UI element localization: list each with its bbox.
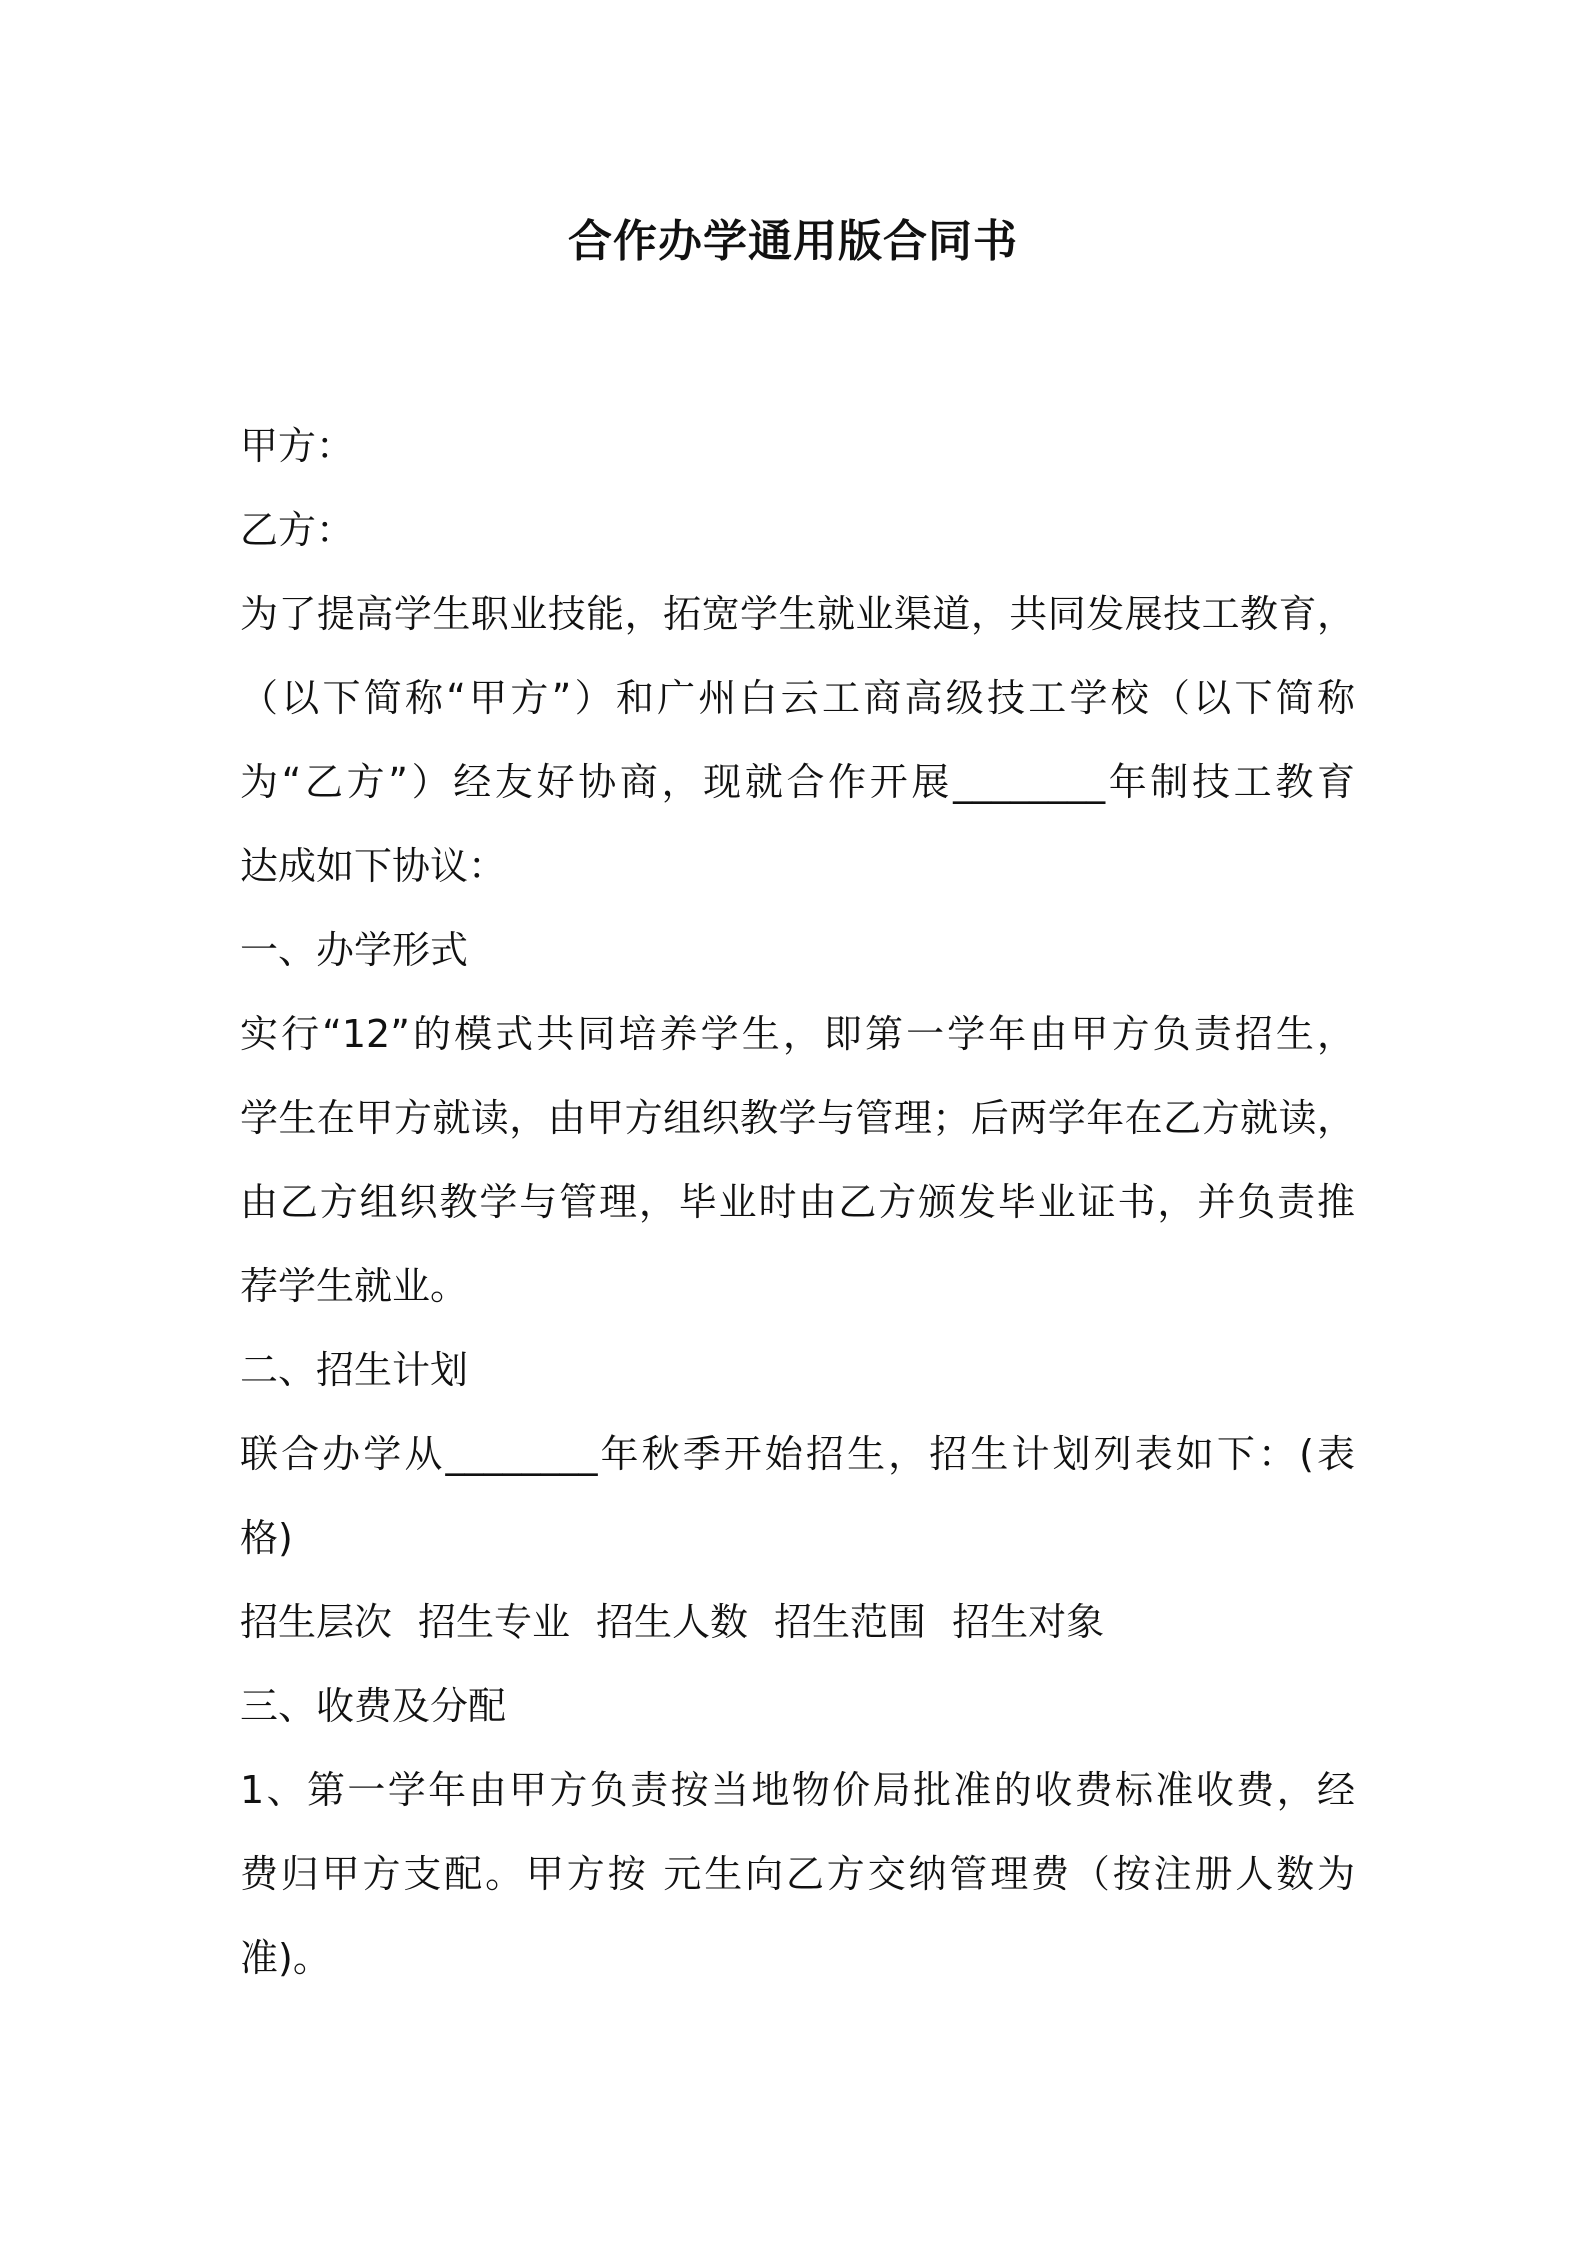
intro-line-2: （以下简称“甲方”）和广州白云工商高级技工学校（以下简称 xyxy=(240,676,1355,720)
enrollment-table-header-row xyxy=(240,1580,1355,1664)
section3-line-3: 准)。 xyxy=(240,1936,331,1980)
table-header-target: 招生对象 xyxy=(952,1600,1105,1644)
party-b-label: 乙方： xyxy=(240,508,355,552)
document-body xyxy=(240,404,1355,2000)
document-title: 合作办学通用版合同书 xyxy=(568,216,1018,267)
section1-line-1: 实行“12”的模式共同培养学生，即第一学年由甲方负责招生， xyxy=(240,1012,1355,1056)
section2-heading: 二、招生计划 xyxy=(240,1348,469,1392)
section3-heading: 三、收费及分配 xyxy=(240,1684,507,1728)
table-header-count: 招生人数 xyxy=(596,1600,749,1644)
party-a-label: 甲方： xyxy=(240,424,355,468)
section1-line-2: 学生在甲方就读，由甲方组织教学与管理；后两学年在乙方就读， xyxy=(240,1096,1355,1140)
table-header-range: 招生范围 xyxy=(774,1600,927,1644)
section2-line-2: 格) xyxy=(240,1516,293,1560)
section2-line-1: 联合办学从________年秋季开始招生，招生计划列表如下：(表 xyxy=(240,1432,1355,1476)
section1-line-3: 由乙方组织教学与管理，毕业时由乙方颁发毕业证书，并负责推 xyxy=(240,1180,1355,1224)
intro-line-1: 为了提高学生职业技能，拓宽学生就业渠道，共同发展技工教育， xyxy=(240,592,1355,636)
intro-line-4: 达成如下协议： xyxy=(240,844,507,888)
section1-heading: 一、办学形式 xyxy=(240,928,469,972)
section3-line-2: 费归甲方支配。甲方按 元生向乙方交纳管理费（按注册人数为 xyxy=(240,1852,1355,1896)
table-header-level: 招生层次 xyxy=(240,1600,393,1644)
table-header-major: 招生专业 xyxy=(418,1600,571,1644)
intro-line-3: 为“乙方”）经友好协商，现就合作开展________年制技工教育 xyxy=(240,760,1355,804)
section3-line-1: 1、第一学年由甲方负责按当地物价局批准的收费标准收费，经 xyxy=(240,1768,1355,1812)
section1-line-4: 荐学生就业。 xyxy=(240,1264,469,1308)
